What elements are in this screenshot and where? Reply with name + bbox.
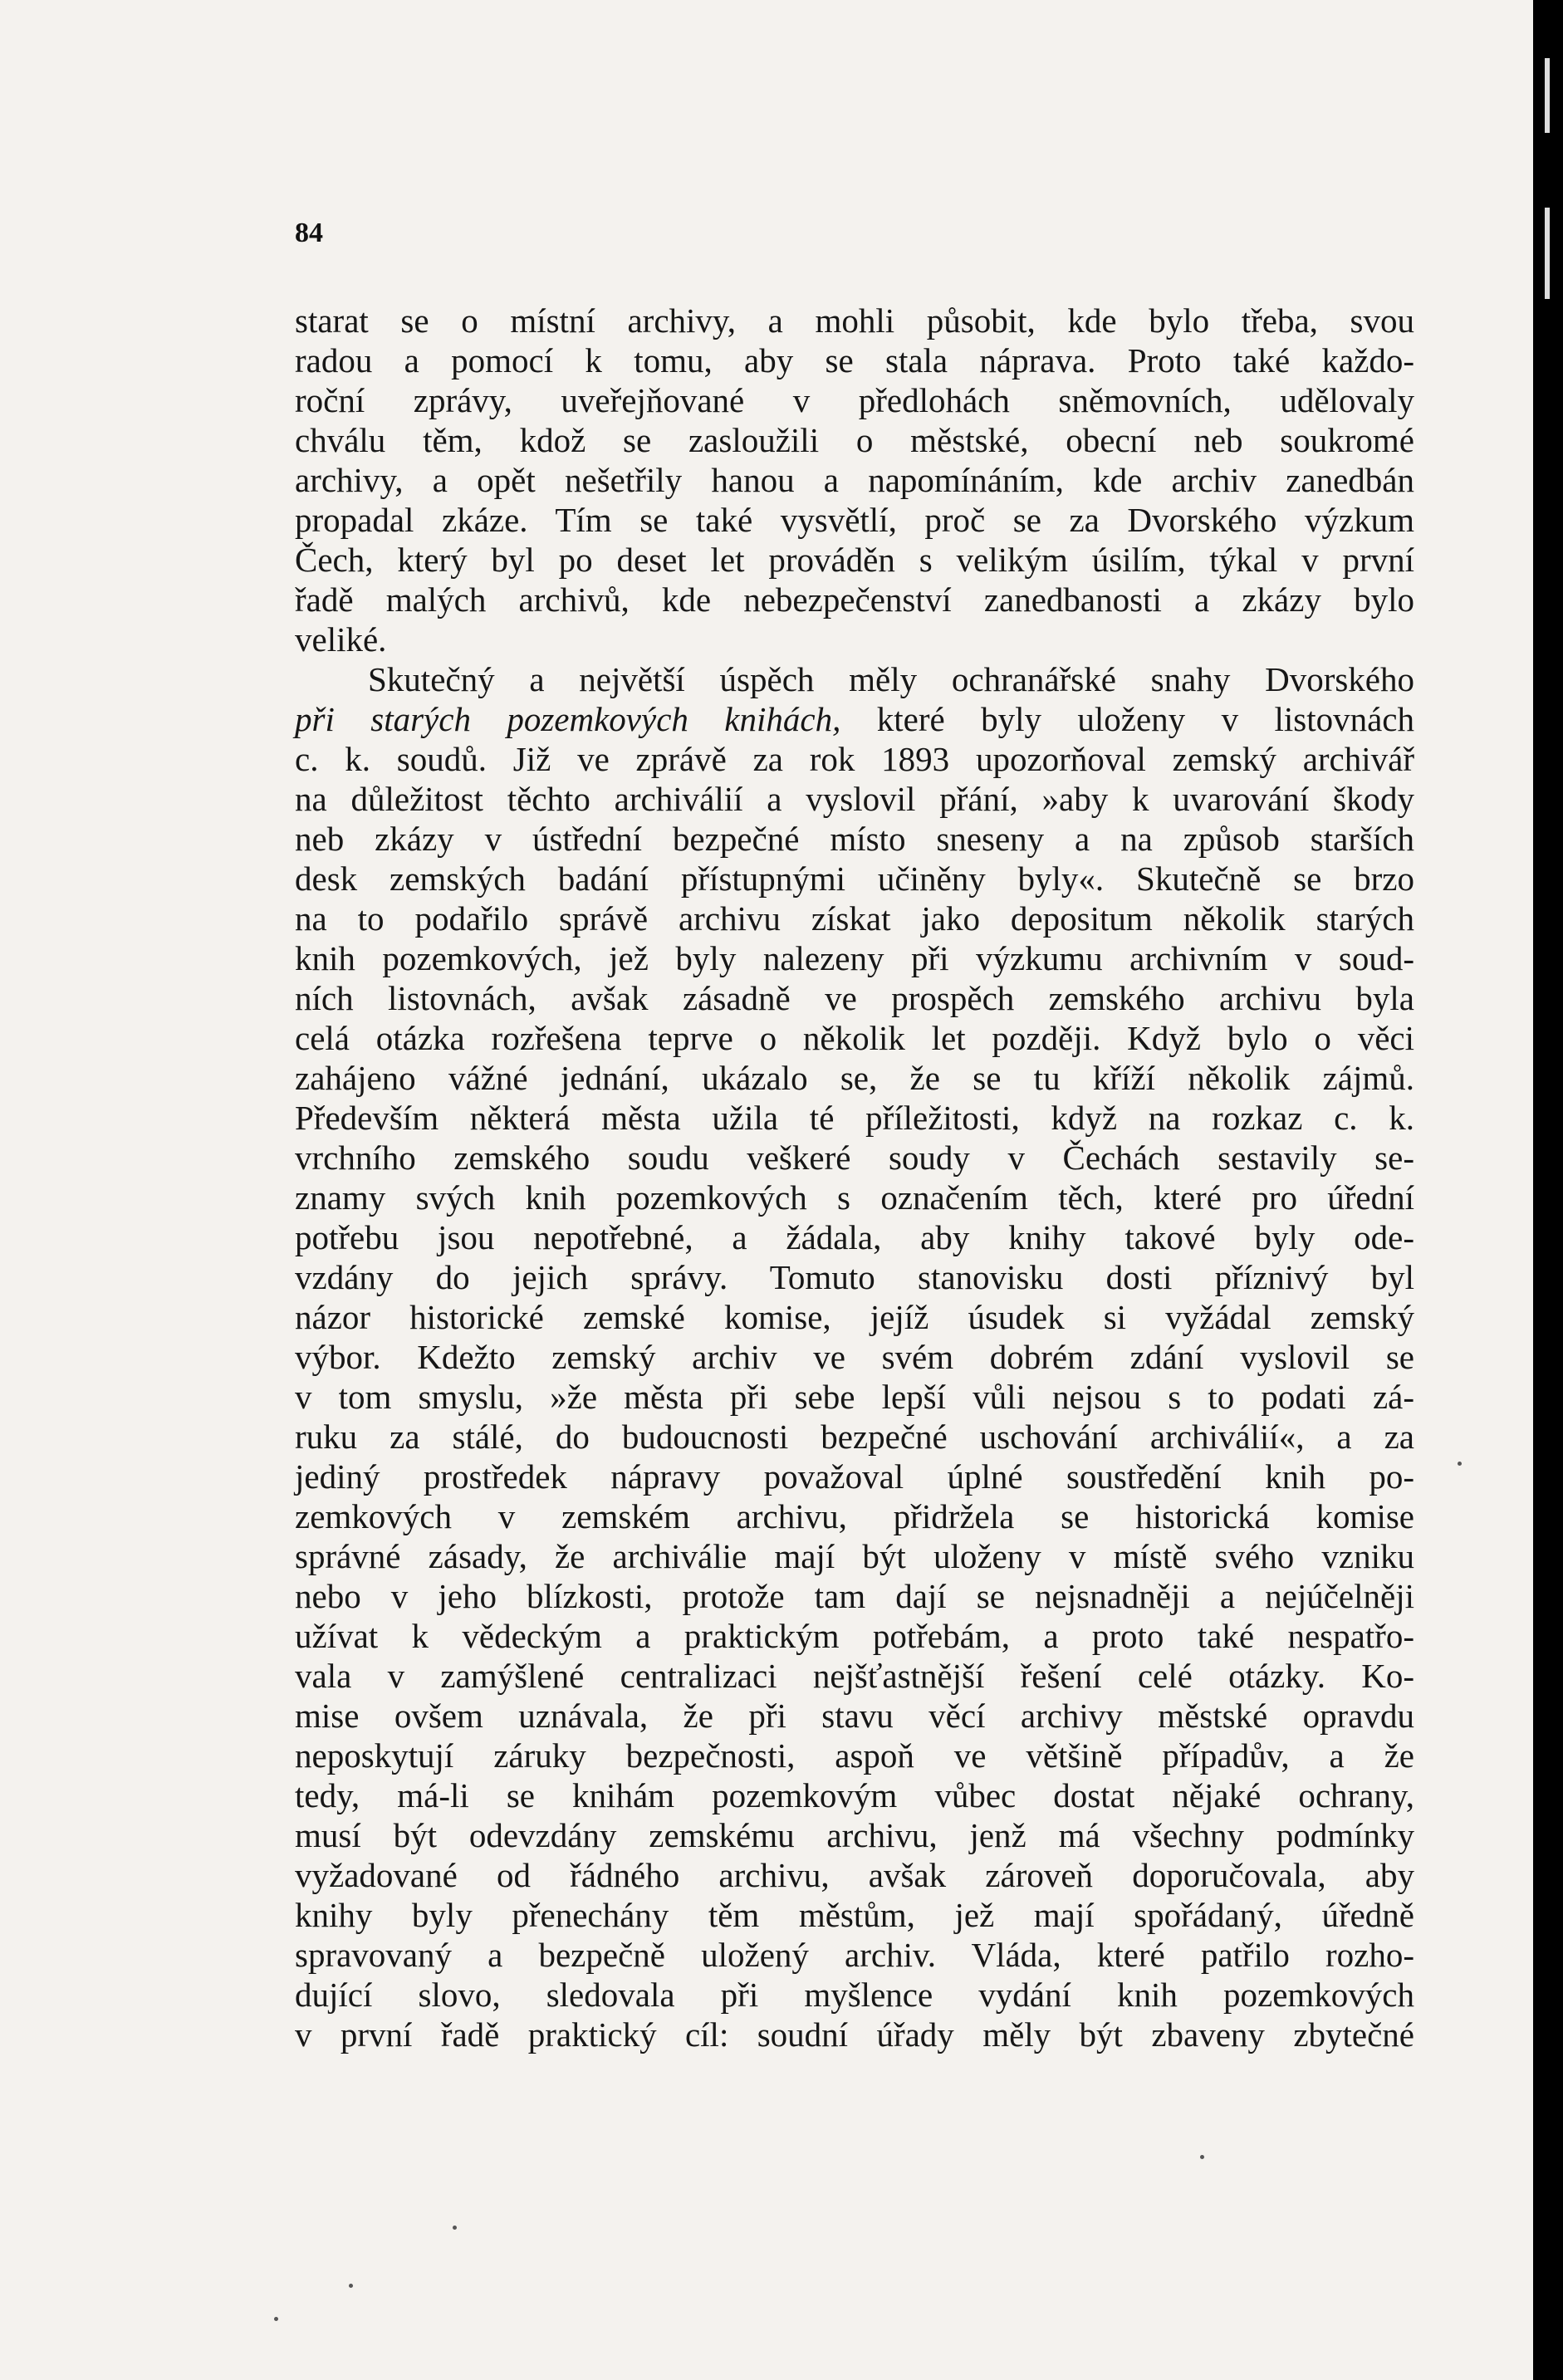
text-line: radou a pomocí k tomu, aby se stala náprava. Proto také každo-	[295, 341, 1414, 380]
text-line: zemkových v zemském archivu, přidržela se historická komise	[295, 1497, 1414, 1535]
text-line: roční zprávy, uveřejňované v předlohách sněmovních, udělovaly	[295, 381, 1414, 419]
text-line-italic	[295, 699, 1414, 739]
text-line: Především některá města užila té příležitosti, když na rozkaz c. k.	[295, 1099, 1414, 1137]
text-line: dující slovo, sledovala při myšlence vydání knih pozemkových	[295, 1976, 1414, 2014]
text-line: musí být odevzdány zemskému archivu, jenž má všechny podmínky	[295, 1816, 1414, 1854]
text-line: celá otázka rozřešena teprve o několik let později. Když bylo o věci	[295, 1019, 1414, 1057]
text-line: na to podařilo správě archivu získat jako depositum několik starých	[295, 899, 1414, 938]
text-line: řadě malých archivů, kde nebezpečenství zanedbanosti a zkázy bylo	[295, 580, 1414, 619]
page-number: 84	[295, 218, 323, 248]
text-line: neposkytují záruky bezpečnosti, aspoň ve většině případův, a že	[295, 1736, 1414, 1775]
edge-mark	[1545, 58, 1550, 133]
text-line: užívat k vědeckým a praktickým potřebám, a proto také nespatřo-	[295, 1617, 1414, 1655]
text-line: vala v zamýšlené centralizaci nejšťastnější řešení celé otázky. Ko-	[295, 1657, 1414, 1695]
text-line: v tom smyslu, »že města při sebe lepší vůli nejsou s to podati zá-	[295, 1378, 1414, 1416]
text-line: chválu těm, kdož se zasloužili o městské, obecní neb soukromé	[295, 421, 1414, 459]
text-line: potřebu jsou nepotřebné, a žádala, aby knihy takové byly ode-	[295, 1218, 1414, 1256]
text-line: veliké.	[295, 620, 387, 659]
text-line: vrchního zemského soudu veškeré soudy v Čechách sestavily se-	[295, 1139, 1414, 1177]
text-line: znamy svých knih pozemkových s označením těch, které pro úřední	[295, 1178, 1414, 1217]
text-line: nebo v jeho blízkosti, protože tam dají se nejsnadněji a nejúčelněji	[295, 1577, 1414, 1615]
text-line: vzdány do jejich správy. Tomuto stanovisku dosti příznivý byl	[295, 1258, 1414, 1296]
text-line: knihy byly přenechány těm městům, jež mají spořádaný, úředně	[295, 1896, 1414, 1934]
text-line: v první řadě praktický cíl: soudní úřady měly být zbaveny zbytečné	[295, 2015, 1414, 2054]
body-text	[295, 301, 1414, 2054]
text-line: spravovaný a bezpečně uložený archiv. Vláda, které patřilo rozho-	[295, 1936, 1414, 1974]
italic-phrase: při starých pozemkových knihách,	[295, 700, 841, 738]
text-line: c. k. soudů. Již ve zprávě za rok 1893 upozorňoval zemský archivář	[295, 740, 1414, 778]
scan-speck	[274, 2317, 278, 2321]
text-line: zahájeno vážné jednání, ukázalo se, že se tu kříží několik zájmů.	[295, 1059, 1414, 1097]
text-line: názor historické zemské komise, jejíž úsudek si vyžádal zemský	[295, 1298, 1414, 1336]
text-line: na důležitost těchto archiválií a vyslovil přání, »aby k uvarování škody	[295, 780, 1414, 818]
scan-speck	[349, 2284, 353, 2288]
text-line: mise ovšem uznávala, že při stavu věcí archivy městské opravdu	[295, 1697, 1414, 1735]
text-line: správné zásady, že archiválie mají být uloženy v místě svého vzniku	[295, 1537, 1414, 1575]
text-line: jediný prostředek nápravy považoval úplné soustředění knih po-	[295, 1457, 1414, 1496]
edge-mark	[1545, 208, 1550, 299]
text-line: ních listovnách, avšak zásadně ve prospěch zemského archivu byla	[295, 979, 1414, 1017]
text-line: Čech, který byl po deset let prováděn s velikým úsilím, týkal v první	[295, 541, 1414, 579]
text-line: výbor. Kdežto zemský archiv ve svém dobrém zdání vyslovil se	[295, 1338, 1414, 1376]
text-fragment: které byly uloženy v listovnách	[840, 700, 1414, 738]
text-line: Skutečný a největší úspěch měly ochranářské snahy Dvorského	[368, 660, 1414, 698]
scan-speck	[1200, 2155, 1204, 2159]
text-line: knih pozemkových, jež byly nalezeny při výzkumu archivním v soud-	[295, 939, 1414, 977]
text-line: propadal zkáze. Tím se také vysvětlí, proč se za Dvorského výzkum	[295, 501, 1414, 539]
text-line: archivy, a opět nešetřily hanou a napomínáním, kde archiv zanedbán	[295, 461, 1414, 499]
text-line: vyžadované od řádného archivu, avšak zároveň doporučovala, aby	[295, 1856, 1414, 1894]
text-line: neb zkázy v ústřední bezpečné místo sneseny a na způsob starších	[295, 820, 1414, 858]
text-line: desk zemských badání přístupnými učiněny byly«. Skutečně se brzo	[295, 859, 1414, 898]
text-line: ruku za stálé, do budoucnosti bezpečné uschování archiválií«, a za	[295, 1418, 1414, 1456]
text-line: starat se o místní archivy, a mohli působit, kde bylo třeba, svou	[295, 301, 1414, 340]
scan-border	[1533, 0, 1563, 2380]
scan-speck	[453, 2226, 457, 2230]
text-line: tedy, má-li se knihám pozemkovým vůbec dostat nějaké ochrany,	[295, 1776, 1414, 1814]
scan-speck	[1458, 1462, 1462, 1466]
